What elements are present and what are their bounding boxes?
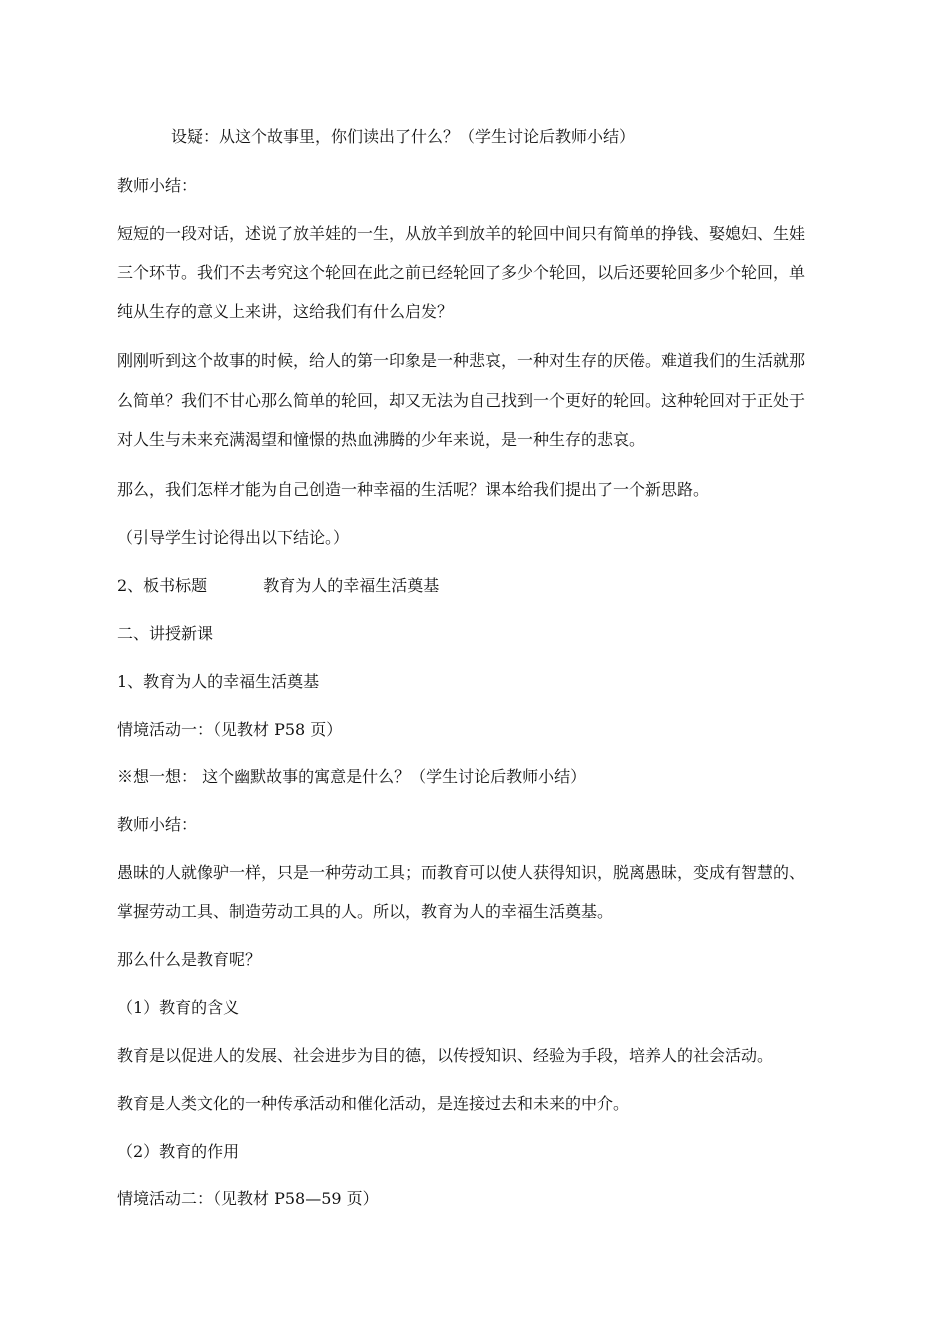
item-heading: （1）教育的含义 <box>117 998 240 1017</box>
item-heading: （2）教育的作用 <box>117 1142 240 1161</box>
paragraph-line: 三个环节。我们不去考究这个轮回在此之前已经轮回了多少个轮回，以后还要轮回多少个轮回，单 <box>117 263 806 282</box>
paragraph-line: 刚刚听到这个故事的时候，给人的第一印象是一种悲哀，一种对生存的厌倦。难道我们的生活就那 <box>117 351 806 370</box>
paragraph-line: 么简单？我们不甘心那么简单的轮回，却又无法为自己找到一个更好的轮回。这种轮回对于正处于 <box>117 391 806 410</box>
paragraph-line: 教育是以促进人的发展、社会进步为目的德，以传授知识、经验为手段，培养人的社会活动。 <box>117 1046 774 1065</box>
question-line: 那么什么是教育呢？ <box>117 950 262 969</box>
question-prompt: 设疑：从这个故事里，你们读出了什么？（学生讨论后教师小结） <box>171 127 636 146</box>
paragraph-line: 对人生与未来充满渴望和憧憬的热血沸腾的少年来说，是一种生存的悲哀。 <box>117 430 646 449</box>
activity-line: 情境活动一：（见教材 P58 页） <box>117 720 343 739</box>
guide-note: （引导学生讨论得出以下结论。） <box>117 528 350 547</box>
activity-line: 情境活动二：（见教材 P58—59 页） <box>117 1189 379 1208</box>
paragraph-line: 短短的一段对话，述说了放羊娃的一生，从放羊到放羊的轮回中间只有简单的挣钱、娶媳妇、生娃 <box>117 224 806 243</box>
board-title-line <box>117 576 837 596</box>
paragraph-line: 教育是人类文化的一种传承活动和催化活动，是连接过去和未来的中介。 <box>117 1094 630 1113</box>
teacher-summary-label: 教师小结： <box>117 815 198 834</box>
paragraph-line: 那么，我们怎样才能为自己创造一种幸福的生活呢？课本给我们提出了一个新思路。 <box>117 480 710 499</box>
paragraph-line: 纯从生存的意义上来讲，这给我们有什么启发？ <box>117 302 454 321</box>
think-prompt: ※想一想： 这个幽默故事的寓意是什么？（学生讨论后教师小结） <box>117 767 587 786</box>
board-title-label: 2、板书标题 <box>117 576 208 595</box>
paragraph-line: 愚昧的人就像驴一样，只是一种劳动工具；而教育可以使人获得知识，脱离愚昧，变成有智慧的、 <box>117 863 806 882</box>
board-title-text: 教育为人的幸福生活奠基 <box>263 576 440 595</box>
teacher-summary-label: 教师小结： <box>117 176 198 195</box>
section-heading: 二、讲授新课 <box>117 624 214 643</box>
subsection-heading: 1、教育为人的幸福生活奠基 <box>117 672 320 691</box>
paragraph-line: 掌握劳动工具、制造劳动工具的人。所以，教育为人的幸福生活奠基。 <box>117 902 614 921</box>
